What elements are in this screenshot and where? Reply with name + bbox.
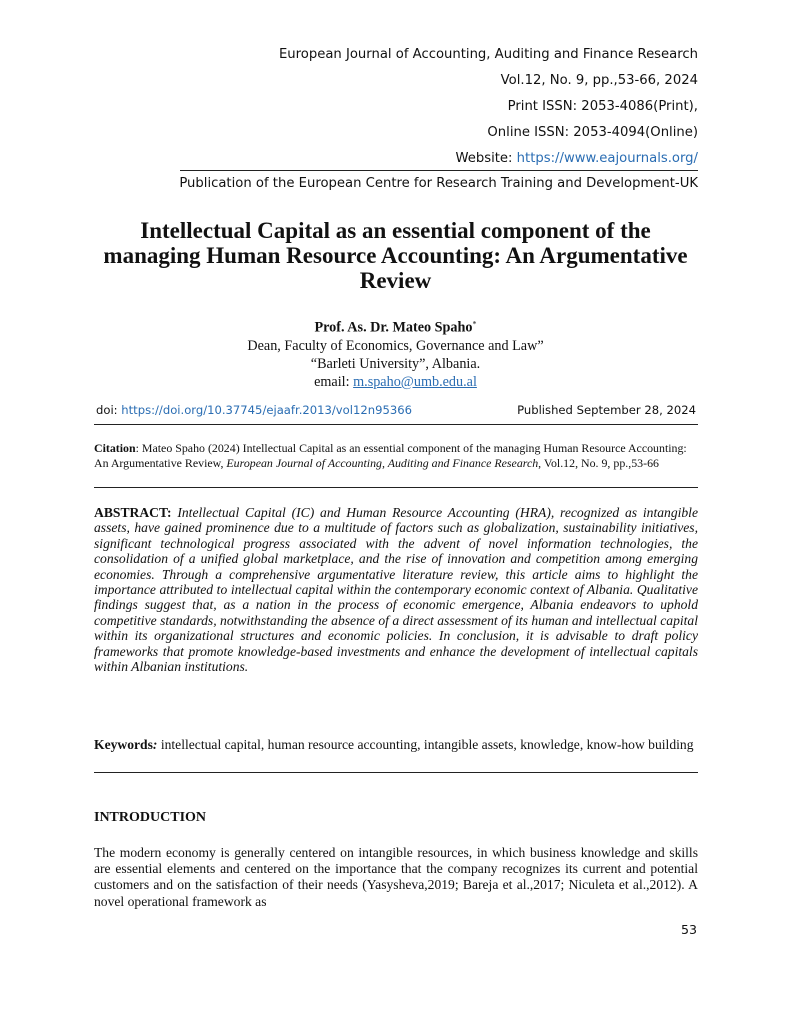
doi-link[interactable]: https://doi.org/10.37745/ejaafr.2013/vol12n95366 bbox=[121, 403, 412, 417]
doi-line bbox=[96, 403, 412, 417]
author-university: “Barleti University”, Albania. bbox=[310, 355, 481, 372]
journal-name: European Journal of Accounting, Auditing and Finance Research bbox=[278, 47, 698, 62]
citation-text: : Mateo Spaho (2024) Intellectual Capital as an essential component of the managing Human Resource Accounting: An Argumentative Review, bbox=[94, 441, 687, 470]
keywords-rule bbox=[94, 772, 698, 773]
paper-title: Intellectual Capital as an essential component of the managing Human Resource Accounting: An Argumentative Review bbox=[103, 218, 688, 293]
keywords-text: intellectual capital, human resource accounting, intangible assets, knowledge, know-how building bbox=[157, 737, 694, 752]
doi-label: doi: bbox=[96, 403, 118, 417]
email-link[interactable]: m.spaho@umb.edu.al bbox=[353, 373, 477, 390]
introduction-text: The modern economy is generally centered on intangible resources, in which business knowledge and skills are essential elements and centered on the importance that the company recognizes its current and potential customers and on the satisfaction of their needs (Yasysheva,2019; Bareja et al.,2017; Niculeta et al.,2012). A novel operational framework as bbox=[94, 845, 698, 909]
abstract bbox=[94, 505, 698, 674]
doi-rule bbox=[94, 424, 698, 425]
abstract-label: ABSTRACT: bbox=[94, 505, 172, 520]
keywords-label: Keywords bbox=[94, 737, 153, 752]
author-name: Prof. As. Dr. Mateo Spaho bbox=[314, 319, 473, 336]
author-affiliation: Dean, Faculty of Economics, Governance and Law” bbox=[247, 337, 544, 354]
abstract-text: Intellectual Capital (IC) and Human Resource Accounting (HRA), recognized as intangible assets, have gained prominence due to a multitude of factors such as globalization, sustainability initiatives, significant technological progress associated with the advent of novel information technologies, the consolidation of a unified global marketplace, and the rise of innovation and competition among emerging economies. Through a comprehensive argumentative literature review, this article aims to highlight the importance attributed to intellectual capital within the contemporary economic context of Albania. Qualitative findings suggest that, as a nation in the process of economic emergence, Albania endeavors to uphold competitive standards, notwithstanding the absence of a direct assessment of its human and intellectual capital within its organizational structures and economic policies. In conclusion, it is advisable to draft policy frameworks that promote knowledge-based investments and enhance the development of intellectual capitals within Albanian institutions. bbox=[94, 505, 698, 675]
citation-rule bbox=[94, 487, 698, 488]
print-issn: Print ISSN: 2053-4086(Print), bbox=[507, 99, 698, 114]
email-label: email: bbox=[314, 373, 350, 390]
author-email-line bbox=[95, 373, 696, 391]
published-date: Published September 28, 2024 bbox=[517, 403, 696, 417]
header-rule bbox=[180, 170, 698, 171]
citation-details: , Vol.12, No. 9, pp.,53-66 bbox=[538, 455, 659, 470]
doi-row bbox=[96, 403, 696, 417]
publisher-line: Publication of the European Centre for Research Training and Development-UK bbox=[179, 176, 698, 191]
online-issn: Online ISSN: 2053-4094(Online) bbox=[487, 125, 698, 140]
author-marker: * bbox=[472, 319, 477, 328]
author-block bbox=[95, 315, 696, 391]
introduction-heading: INTRODUCTION bbox=[94, 810, 207, 825]
website-label: Website: bbox=[455, 151, 513, 166]
website-link[interactable]: https://www.eajournals.org/ bbox=[516, 151, 698, 166]
keywords-colon: : bbox=[152, 737, 158, 752]
volume-info: Vol.12, No. 9, pp.,53-66, 2024 bbox=[500, 73, 698, 88]
citation-journal: European Journal of Accounting, Auditing and Finance Research bbox=[226, 455, 539, 470]
page-number: 53 bbox=[680, 922, 697, 937]
citation-label: Citation bbox=[94, 441, 136, 455]
keywords bbox=[94, 737, 698, 753]
citation bbox=[94, 441, 696, 470]
website-line bbox=[455, 151, 698, 166]
